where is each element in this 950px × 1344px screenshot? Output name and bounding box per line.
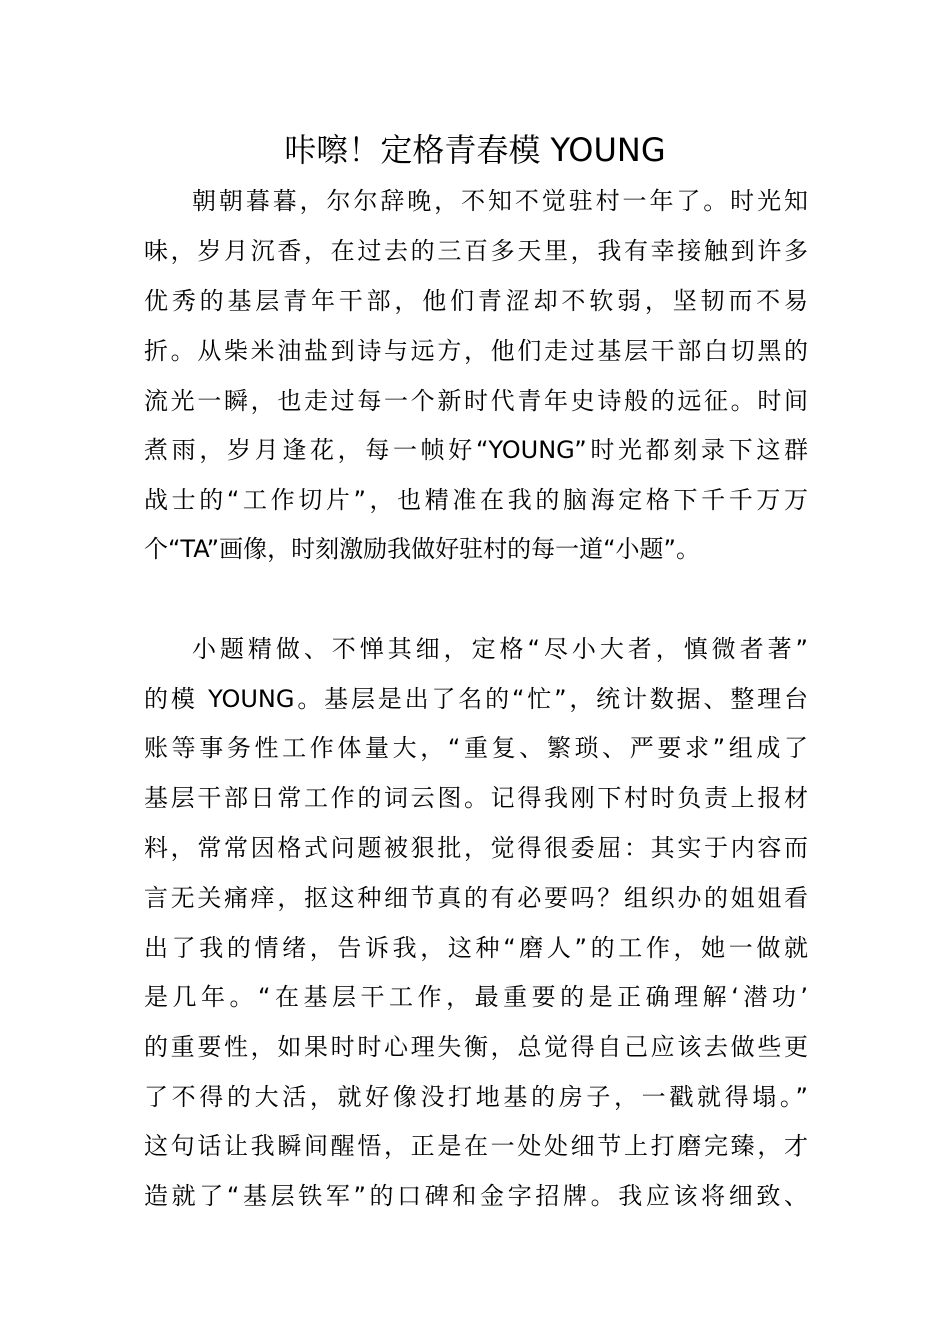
paragraph-line: 的重要性，如果时时心理失衡，总觉得自己应该去做些更: [144, 1033, 808, 1061]
paragraph-line: 小题精做、不惮其细，定格“尽小大者，慎微者著”: [192, 635, 808, 663]
paragraph-line: 优秀的基层青年干部，他们青涩却不软弱，坚韧而不易: [144, 287, 808, 315]
paragraph-line: 基层干部日常工作的词云图。记得我刚下村时负责上报材: [144, 784, 808, 812]
paragraph-line: 朝朝暮暮，尔尔辞晚，不知不觉驻村一年了。时光知: [192, 187, 808, 215]
paragraph-line: 折。从柴米油盐到诗与远方，他们走过基层干部白切黑的: [144, 337, 808, 365]
paragraph-line: 出了我的情绪，告诉我，这种“磨人”的工作，她一做就: [144, 934, 808, 962]
paragraph-line: 是几年。“在基层干工作，最重要的是正确理解‘潜功’: [144, 983, 808, 1011]
paragraph-line: 的模 YOUNG。基层是出了名的“忙”，统计数据、整理台: [144, 685, 808, 713]
document-title: 咔嚓！定格青春模 YOUNG: [284, 131, 666, 169]
paragraph-line: 战士的“工作切片”，也精准在我的脑海定格下千千万万: [144, 486, 808, 514]
paragraph-line: 味，岁月沉香，在过去的三百多天里，我有幸接触到许多: [144, 237, 808, 265]
paragraph-line: 了不得的大活，就好像没打地基的房子，一戳就得塌。”: [144, 1083, 808, 1111]
paragraph-line: 造就了“基层铁军”的口碑和金字招牌。我应该将细致、: [144, 1182, 808, 1210]
paragraph-line: 账等事务性工作体量大，“重复、繁琐、严要求”组成了: [144, 734, 808, 762]
paragraph-line: 这句话让我瞬间醒悟，正是在一处处细节上打磨完臻，才: [144, 1132, 808, 1160]
paragraph-line: 个“TA”画像，时刻激励我做好驻村的每一道“小题”。: [144, 535, 700, 563]
paragraph-line: 言无关痛痒，抠这种细节真的有必要吗？组织办的姐姐看: [144, 884, 808, 912]
paragraph-line: 料，常常因格式问题被狠批，觉得很委屈：其实于内容而: [144, 834, 808, 862]
paragraph-line: 流光一瞬，也走过每一个新时代青年史诗般的远征。时间: [144, 387, 808, 415]
paragraph-line: 煮雨，岁月逢花，每一帧好“YOUNG”时光都刻录下这群: [144, 436, 808, 464]
